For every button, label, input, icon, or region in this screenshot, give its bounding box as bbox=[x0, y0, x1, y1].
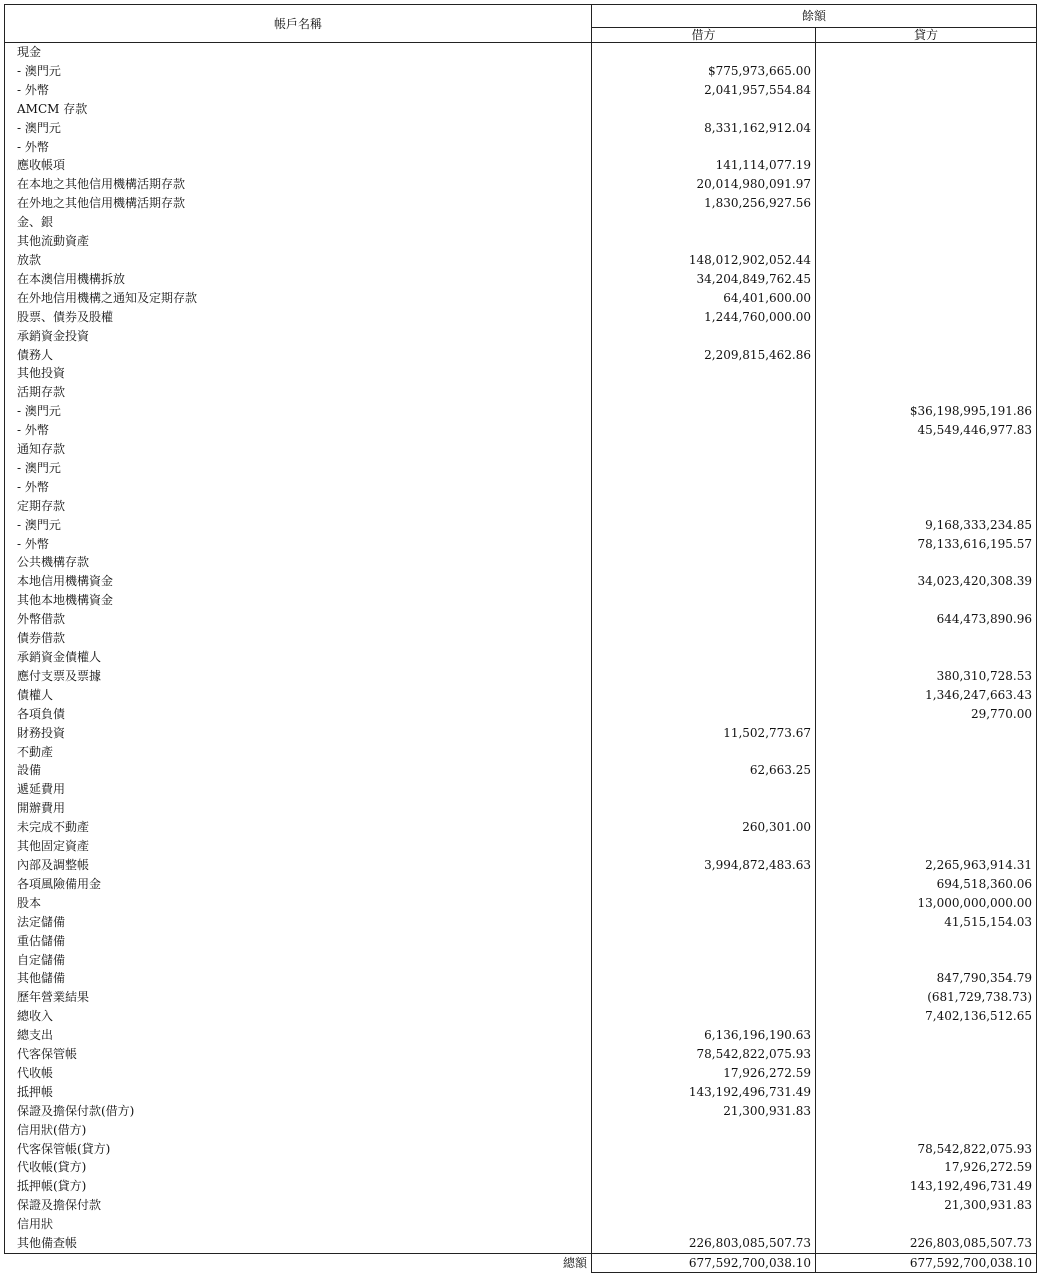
account-name-cell: 抵押帳 bbox=[5, 1083, 592, 1102]
account-name-cell: 應收帳項 bbox=[5, 156, 592, 175]
account-name-cell: 股本 bbox=[5, 894, 592, 913]
table-row bbox=[5, 856, 1037, 875]
account-name-cell: 代收帳(貸方) bbox=[5, 1158, 592, 1177]
table-row bbox=[5, 1196, 1037, 1215]
table-body bbox=[5, 43, 1037, 1254]
credit-cell: 644,473,890.96 bbox=[816, 610, 1037, 629]
table-row bbox=[5, 251, 1037, 270]
credit-cell: 29,770.00 bbox=[816, 705, 1037, 724]
credit-cell bbox=[816, 780, 1037, 799]
table-row bbox=[5, 686, 1037, 705]
credit-cell: 7,402,136,512.65 bbox=[816, 1007, 1037, 1026]
credit-cell bbox=[816, 743, 1037, 762]
table-footer bbox=[5, 1254, 1037, 1273]
debit-cell: 21,300,931.83 bbox=[592, 1102, 816, 1121]
debit-cell: 2,209,815,462.86 bbox=[592, 346, 816, 365]
account-name-cell: 未完成不動產 bbox=[5, 818, 592, 837]
debit-cell bbox=[592, 799, 816, 818]
account-name-cell: 法定儲備 bbox=[5, 913, 592, 932]
table-row bbox=[5, 535, 1037, 554]
credit-cell bbox=[816, 459, 1037, 478]
account-name-cell: 抵押帳(貸方) bbox=[5, 1177, 592, 1196]
debit-cell: 141,114,077.19 bbox=[592, 156, 816, 175]
account-name-cell: 金、銀 bbox=[5, 213, 592, 232]
credit-cell: 226,803,085,507.73 bbox=[816, 1234, 1037, 1253]
account-name-cell: - 外幣 bbox=[5, 138, 592, 157]
debit-cell bbox=[592, 1007, 816, 1026]
table-row bbox=[5, 194, 1037, 213]
debit-cell: 226,803,085,507.73 bbox=[592, 1234, 816, 1253]
credit-cell bbox=[816, 175, 1037, 194]
table-row bbox=[5, 327, 1037, 346]
debit-cell bbox=[592, 1196, 816, 1215]
table-row bbox=[5, 988, 1037, 1007]
table-row bbox=[5, 1064, 1037, 1083]
credit-cell: 45,549,446,977.83 bbox=[816, 421, 1037, 440]
debit-cell bbox=[592, 535, 816, 554]
credit-cell bbox=[816, 761, 1037, 780]
table-row bbox=[5, 667, 1037, 686]
table-header bbox=[5, 5, 1037, 43]
account-name-cell: 各項風險備用金 bbox=[5, 875, 592, 894]
debit-cell bbox=[592, 402, 816, 421]
account-name-cell: 承銷資金投資 bbox=[5, 327, 592, 346]
table-row bbox=[5, 459, 1037, 478]
table-row bbox=[5, 119, 1037, 138]
debit-cell bbox=[592, 232, 816, 251]
debit-cell bbox=[592, 1215, 816, 1234]
credit-cell bbox=[816, 1083, 1037, 1102]
credit-cell: 1,346,247,663.43 bbox=[816, 686, 1037, 705]
credit-cell bbox=[816, 837, 1037, 856]
account-name-cell: 在外地信用機構之通知及定期存款 bbox=[5, 289, 592, 308]
table-row bbox=[5, 232, 1037, 251]
credit-cell: 143,192,496,731.49 bbox=[816, 1177, 1037, 1196]
credit-cell: 380,310,728.53 bbox=[816, 667, 1037, 686]
account-name-cell: 現金 bbox=[5, 43, 592, 62]
table-row bbox=[5, 43, 1037, 62]
debit-cell bbox=[592, 572, 816, 591]
debit-cell bbox=[592, 705, 816, 724]
debit-cell bbox=[592, 421, 816, 440]
account-name-cell: 在外地之其他信用機構活期存款 bbox=[5, 194, 592, 213]
account-name-cell: 活期存款 bbox=[5, 383, 592, 402]
table-row bbox=[5, 1121, 1037, 1140]
table-row bbox=[5, 138, 1037, 157]
credit-cell bbox=[816, 818, 1037, 837]
table-row bbox=[5, 478, 1037, 497]
table-row bbox=[5, 1007, 1037, 1026]
credit-cell: 78,133,616,195.57 bbox=[816, 535, 1037, 554]
table-row bbox=[5, 648, 1037, 667]
account-name-cell: 其他儲備 bbox=[5, 969, 592, 988]
table-row bbox=[5, 629, 1037, 648]
account-name-cell: - 澳門元 bbox=[5, 62, 592, 81]
account-name-cell: 公共機構存款 bbox=[5, 553, 592, 572]
credit-cell: 17,926,272.59 bbox=[816, 1158, 1037, 1177]
account-name-cell: 內部及調整帳 bbox=[5, 856, 592, 875]
account-name-cell: 其他流動資產 bbox=[5, 232, 592, 251]
debit-cell bbox=[592, 743, 816, 762]
debit-cell bbox=[592, 629, 816, 648]
credit-cell bbox=[816, 648, 1037, 667]
table-row bbox=[5, 270, 1037, 289]
account-name-cell: 開辦費用 bbox=[5, 799, 592, 818]
table-row bbox=[5, 383, 1037, 402]
debit-cell bbox=[592, 553, 816, 572]
account-name-cell: 保證及擔保付款 bbox=[5, 1196, 592, 1215]
credit-cell bbox=[816, 799, 1037, 818]
account-name-cell: 應付支票及票據 bbox=[5, 667, 592, 686]
account-name-cell: 承銷資金債權人 bbox=[5, 648, 592, 667]
credit-cell bbox=[816, 478, 1037, 497]
debit-cell bbox=[592, 1158, 816, 1177]
debit-cell bbox=[592, 951, 816, 970]
account-name-cell: 債權人 bbox=[5, 686, 592, 705]
credit-cell bbox=[816, 1121, 1037, 1140]
table-row bbox=[5, 175, 1037, 194]
credit-cell bbox=[816, 62, 1037, 81]
total-debit: 677,592,700,038.10 bbox=[592, 1254, 816, 1273]
debit-cell: 2,041,957,554.84 bbox=[592, 81, 816, 100]
debit-cell bbox=[592, 667, 816, 686]
credit-cell: 41,515,154.03 bbox=[816, 913, 1037, 932]
table-row bbox=[5, 1102, 1037, 1121]
table-row bbox=[5, 591, 1037, 610]
debit-cell: 11,502,773.67 bbox=[592, 724, 816, 743]
debit-cell bbox=[592, 440, 816, 459]
debit-cell: $775,973,665.00 bbox=[592, 62, 816, 81]
account-name-cell: 自定儲備 bbox=[5, 951, 592, 970]
credit-cell bbox=[816, 270, 1037, 289]
credit-cell bbox=[816, 43, 1037, 62]
account-name-cell: 信用狀 bbox=[5, 1215, 592, 1234]
account-name-cell: 債券借款 bbox=[5, 629, 592, 648]
credit-header: 貸方 bbox=[816, 28, 1037, 43]
table-row bbox=[5, 421, 1037, 440]
account-name-cell: - 澳門元 bbox=[5, 516, 592, 535]
account-name-cell: 在本澳信用機構拆放 bbox=[5, 270, 592, 289]
debit-cell bbox=[592, 213, 816, 232]
account-name-cell: - 澳門元 bbox=[5, 402, 592, 421]
table-row bbox=[5, 213, 1037, 232]
credit-cell bbox=[816, 364, 1037, 383]
credit-cell: 13,000,000,000.00 bbox=[816, 894, 1037, 913]
credit-cell bbox=[816, 346, 1037, 365]
credit-cell bbox=[816, 213, 1037, 232]
table-row bbox=[5, 402, 1037, 421]
debit-cell bbox=[592, 837, 816, 856]
debit-cell bbox=[592, 497, 816, 516]
debit-cell bbox=[592, 988, 816, 1007]
total-credit: 677,592,700,038.10 bbox=[816, 1254, 1037, 1273]
table-row bbox=[5, 81, 1037, 100]
debit-cell bbox=[592, 969, 816, 988]
credit-cell bbox=[816, 156, 1037, 175]
credit-cell: 34,023,420,308.39 bbox=[816, 572, 1037, 591]
credit-cell bbox=[816, 440, 1037, 459]
credit-cell bbox=[816, 1026, 1037, 1045]
account-name-cell: 遞延費用 bbox=[5, 780, 592, 799]
account-name-cell: 放款 bbox=[5, 251, 592, 270]
debit-cell: 148,012,902,052.44 bbox=[592, 251, 816, 270]
credit-cell: 847,790,354.79 bbox=[816, 969, 1037, 988]
account-name-cell: 股票、債券及股權 bbox=[5, 308, 592, 327]
debit-cell: 64,401,600.00 bbox=[592, 289, 816, 308]
table-row bbox=[5, 705, 1037, 724]
trial-balance-sheet bbox=[4, 4, 1036, 1272]
account-name-cell: 其他備查帳 bbox=[5, 1234, 592, 1253]
account-name-cell: - 外幣 bbox=[5, 81, 592, 100]
table-row bbox=[5, 100, 1037, 119]
debit-cell: 62,663.25 bbox=[592, 761, 816, 780]
debit-cell bbox=[592, 138, 816, 157]
table-row bbox=[5, 1177, 1037, 1196]
table-row bbox=[5, 837, 1037, 856]
table-row bbox=[5, 761, 1037, 780]
table-row bbox=[5, 516, 1037, 535]
table-row bbox=[5, 497, 1037, 516]
table-row bbox=[5, 553, 1037, 572]
credit-cell bbox=[816, 1045, 1037, 1064]
trial-balance-table bbox=[4, 4, 1037, 1273]
credit-cell bbox=[816, 327, 1037, 346]
debit-cell: 143,192,496,731.49 bbox=[592, 1083, 816, 1102]
credit-cell bbox=[816, 497, 1037, 516]
table-row bbox=[5, 969, 1037, 988]
credit-cell bbox=[816, 629, 1037, 648]
credit-cell bbox=[816, 308, 1037, 327]
account-name-cell: 通知存款 bbox=[5, 440, 592, 459]
account-name-cell: 代客保管帳(貸方) bbox=[5, 1140, 592, 1159]
account-name-cell: 信用狀(借方) bbox=[5, 1121, 592, 1140]
table-row bbox=[5, 1140, 1037, 1159]
account-name-cell: - 外幣 bbox=[5, 421, 592, 440]
table-row bbox=[5, 610, 1037, 629]
debit-cell bbox=[592, 780, 816, 799]
credit-cell bbox=[816, 100, 1037, 119]
table-row bbox=[5, 346, 1037, 365]
table-row bbox=[5, 799, 1037, 818]
credit-cell bbox=[816, 553, 1037, 572]
credit-cell bbox=[816, 932, 1037, 951]
table-row bbox=[5, 289, 1037, 308]
debit-cell bbox=[592, 364, 816, 383]
account-name-cell: 其他投資 bbox=[5, 364, 592, 383]
debit-cell: 78,542,822,075.93 bbox=[592, 1045, 816, 1064]
table-row bbox=[5, 1045, 1037, 1064]
debit-cell: 20,014,980,091.97 bbox=[592, 175, 816, 194]
credit-cell bbox=[816, 951, 1037, 970]
credit-cell bbox=[816, 119, 1037, 138]
credit-cell bbox=[816, 251, 1037, 270]
account-name-cell: AMCM 存款 bbox=[5, 100, 592, 119]
credit-cell: $36,198,995,191.86 bbox=[816, 402, 1037, 421]
debit-cell bbox=[592, 383, 816, 402]
table-row bbox=[5, 875, 1037, 894]
debit-cell bbox=[592, 932, 816, 951]
table-row bbox=[5, 62, 1037, 81]
account-name-cell: 不動產 bbox=[5, 743, 592, 762]
debit-cell: 34,204,849,762.45 bbox=[592, 270, 816, 289]
table-row bbox=[5, 1215, 1037, 1234]
account-name-cell: 其他固定資產 bbox=[5, 837, 592, 856]
account-name-cell: 總支出 bbox=[5, 1026, 592, 1045]
account-name-cell: 保證及擔保付款(借方) bbox=[5, 1102, 592, 1121]
table-row bbox=[5, 364, 1037, 383]
account-name-cell: 代客保管帳 bbox=[5, 1045, 592, 1064]
debit-cell bbox=[592, 1177, 816, 1196]
account-name-cell: - 外幣 bbox=[5, 535, 592, 554]
credit-cell bbox=[816, 194, 1037, 213]
table-row bbox=[5, 308, 1037, 327]
debit-cell: 3,994,872,483.63 bbox=[592, 856, 816, 875]
credit-cell bbox=[816, 1215, 1037, 1234]
credit-cell: 78,542,822,075.93 bbox=[816, 1140, 1037, 1159]
credit-cell: 21,300,931.83 bbox=[816, 1196, 1037, 1215]
table-row bbox=[5, 572, 1037, 591]
account-name-cell: 定期存款 bbox=[5, 497, 592, 516]
debit-cell: 17,926,272.59 bbox=[592, 1064, 816, 1083]
table-row bbox=[5, 1026, 1037, 1045]
credit-cell bbox=[816, 383, 1037, 402]
account-name-cell: 各項負債 bbox=[5, 705, 592, 724]
debit-cell bbox=[592, 478, 816, 497]
table-row bbox=[5, 440, 1037, 459]
debit-cell bbox=[592, 327, 816, 346]
account-name-cell: 歷年營業結果 bbox=[5, 988, 592, 1007]
balance-header: 餘額 bbox=[592, 5, 1037, 28]
credit-cell: 694,518,360.06 bbox=[816, 875, 1037, 894]
credit-cell bbox=[816, 1064, 1037, 1083]
table-row bbox=[5, 743, 1037, 762]
debit-cell: 6,136,196,190.63 bbox=[592, 1026, 816, 1045]
table-row bbox=[5, 818, 1037, 837]
debit-cell bbox=[592, 610, 816, 629]
total-label: 總額 bbox=[5, 1254, 592, 1273]
credit-cell bbox=[816, 289, 1037, 308]
credit-cell: 9,168,333,234.85 bbox=[816, 516, 1037, 535]
debit-cell bbox=[592, 100, 816, 119]
credit-cell bbox=[816, 1102, 1037, 1121]
account-name-cell: 設備 bbox=[5, 761, 592, 780]
debit-cell bbox=[592, 1140, 816, 1159]
debit-cell bbox=[592, 686, 816, 705]
table-row bbox=[5, 1158, 1037, 1177]
debit-cell: 1,830,256,927.56 bbox=[592, 194, 816, 213]
account-name-cell: 代收帳 bbox=[5, 1064, 592, 1083]
account-name-cell: 其他本地機構資金 bbox=[5, 591, 592, 610]
credit-cell: (681,729,738.73) bbox=[816, 988, 1037, 1007]
debit-cell bbox=[592, 894, 816, 913]
debit-cell: 1,244,760,000.00 bbox=[592, 308, 816, 327]
table-row bbox=[5, 913, 1037, 932]
debit-cell bbox=[592, 43, 816, 62]
account-name-cell: 重估儲備 bbox=[5, 932, 592, 951]
table-row bbox=[5, 780, 1037, 799]
debit-cell bbox=[592, 1121, 816, 1140]
credit-cell bbox=[816, 724, 1037, 743]
account-name-cell: 債務人 bbox=[5, 346, 592, 365]
debit-cell: 260,301.00 bbox=[592, 818, 816, 837]
table-row bbox=[5, 932, 1037, 951]
debit-cell: 8,331,162,912.04 bbox=[592, 119, 816, 138]
account-name-cell: - 外幣 bbox=[5, 478, 592, 497]
debit-cell bbox=[592, 591, 816, 610]
credit-cell bbox=[816, 232, 1037, 251]
debit-cell bbox=[592, 648, 816, 667]
debit-cell bbox=[592, 913, 816, 932]
account-name-cell: 總收入 bbox=[5, 1007, 592, 1026]
table-row bbox=[5, 894, 1037, 913]
account-name-cell: 在本地之其他信用機構活期存款 bbox=[5, 175, 592, 194]
credit-cell bbox=[816, 138, 1037, 157]
table-row bbox=[5, 1083, 1037, 1102]
account-name-cell: - 澳門元 bbox=[5, 459, 592, 478]
account-name-cell: 本地信用機構資金 bbox=[5, 572, 592, 591]
table-row bbox=[5, 951, 1037, 970]
account-name-header: 帳戶名稱 bbox=[5, 5, 592, 43]
table-row bbox=[5, 724, 1037, 743]
debit-cell bbox=[592, 459, 816, 478]
debit-header: 借方 bbox=[592, 28, 816, 43]
account-name-cell: - 澳門元 bbox=[5, 119, 592, 138]
account-name-cell: 外幣借款 bbox=[5, 610, 592, 629]
table-row bbox=[5, 1234, 1037, 1253]
credit-cell bbox=[816, 591, 1037, 610]
account-name-cell: 財務投資 bbox=[5, 724, 592, 743]
table-row bbox=[5, 156, 1037, 175]
credit-cell: 2,265,963,914.31 bbox=[816, 856, 1037, 875]
debit-cell bbox=[592, 875, 816, 894]
credit-cell bbox=[816, 81, 1037, 100]
debit-cell bbox=[592, 516, 816, 535]
